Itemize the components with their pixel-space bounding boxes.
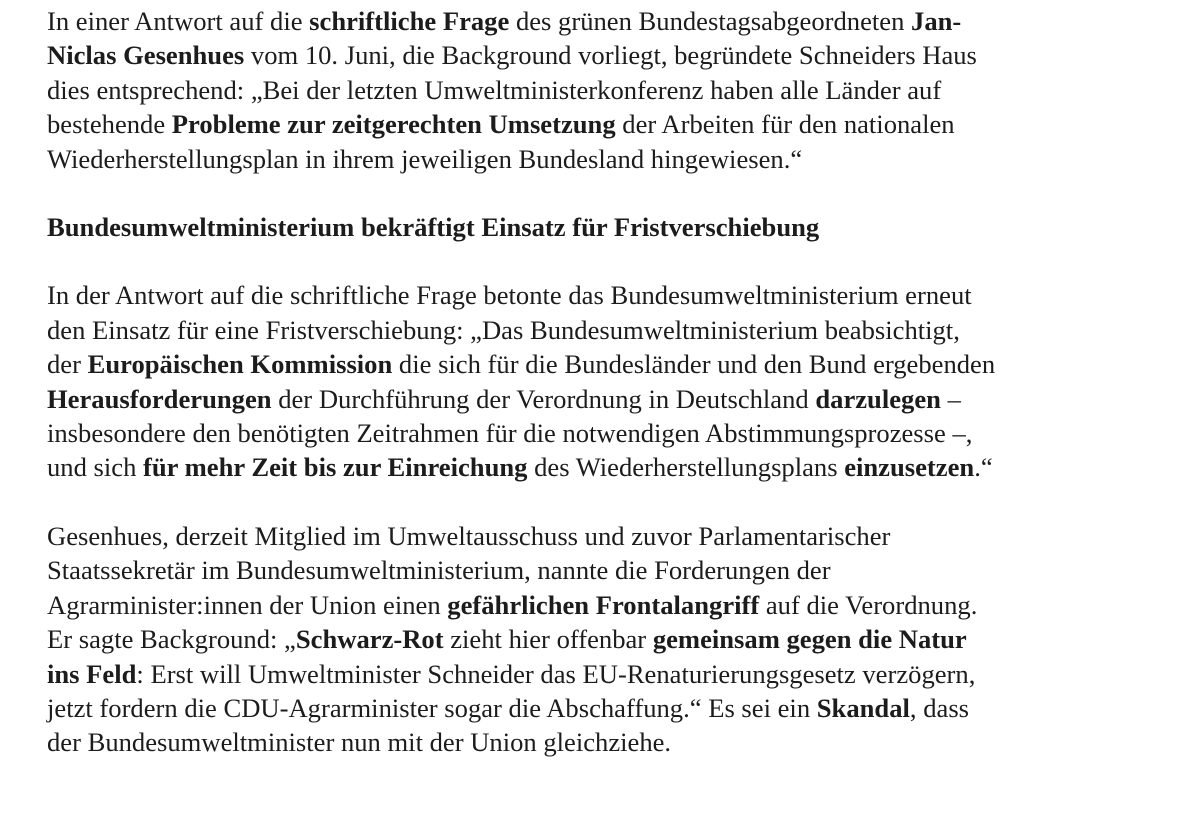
text-line <box>47 347 1167 381</box>
text-run: zieht hier offenbar <box>443 624 653 655</box>
text-run: Gesenhues, derzeit Mitglied im Umweltausschuss und zuvor Parlamentarischer <box>47 520 891 551</box>
section-heading: Bundesumweltministerium bekräftigt Einsatz für Fristverschiebung <box>47 212 820 243</box>
text-run: der Durchführung der Verordnung in Deutschland <box>271 383 816 414</box>
text-run: und sich <box>47 452 144 483</box>
text-run: : Erst will Umweltminister Schneider das EU-Renaturierungsgesetz verzögern, <box>136 658 976 689</box>
text-line <box>47 313 1167 347</box>
bold-text-run: Skandal <box>816 692 910 723</box>
bold-text-run: Jan- <box>911 6 962 36</box>
article-body <box>47 4 1167 760</box>
text-run: Wiederherstellungsplan in ihrem jeweiligen Bundesland hingewiesen.“ <box>47 143 803 174</box>
text-run: des Wiederherstellungsplans <box>527 452 845 483</box>
paragraph-fristverschiebung <box>47 278 1167 484</box>
text-line <box>47 4 1167 38</box>
text-run: die sich für die Bundesländer und den Bund ergebenden <box>392 349 996 380</box>
text-run: Staatssekretär im Bundesumweltministerium, nannte die Forderungen der <box>47 555 831 586</box>
text-run: – <box>940 383 961 414</box>
text-line <box>47 519 1167 553</box>
text-line <box>47 450 1167 484</box>
text-line <box>47 657 1167 691</box>
text-line <box>47 142 1167 176</box>
bold-text-run: Europäischen Kommission <box>87 349 393 380</box>
paragraph-antwort-schriftliche-frage <box>47 4 1167 176</box>
bold-text-run: Schwarz-Rot <box>295 624 444 655</box>
text-line <box>47 553 1167 587</box>
bold-text-run: Probleme zur zeitgerechten Umsetzung <box>171 109 616 140</box>
text-line <box>47 725 1167 759</box>
bold-text-run: schriftliche Frage <box>309 6 510 36</box>
text-run: In der Antwort auf die schriftliche Frage betonte das Bundesumweltministerium erneut <box>47 280 972 311</box>
bold-text-run: einzusetzen <box>844 452 975 483</box>
text-run: den Einsatz für eine Fristverschiebung: „Das Bundesumweltministerium beabsichtigt, <box>47 314 960 345</box>
text-line <box>47 278 1167 312</box>
bold-text-run: gemeinsam gegen die Natur <box>652 624 967 655</box>
text-run: , dass <box>909 692 970 723</box>
text-line <box>47 73 1167 107</box>
text-line <box>47 588 1167 622</box>
text-run: insbesondere den benötigten Zeitrahmen für die notwendigen Abstimmungsprozesse –, <box>47 418 973 449</box>
text-run: Er sagte Background: „ <box>47 624 296 655</box>
text-run: der Bundesumweltminister nun mit der Union gleichziehe. <box>47 727 672 758</box>
bold-text-run: Niclas Gesenhues <box>47 40 245 71</box>
text-run: vom 10. Juni, die Background vorliegt, begründete Schneiders Haus <box>244 40 977 71</box>
text-line <box>47 622 1167 656</box>
bold-text-run: für mehr Zeit bis zur Einreichung <box>143 452 528 483</box>
bold-text-run: Herausforderungen <box>47 383 272 414</box>
text-run: In einer Antwort auf die <box>47 6 310 36</box>
text-run: auf die Verordnung. <box>759 589 978 620</box>
bold-text-run: gefährlichen Frontalangriff <box>447 589 760 620</box>
text-line <box>47 416 1167 450</box>
text-run: der Arbeiten für den nationalen <box>615 109 955 140</box>
paragraph-gesenhues-zitat <box>47 519 1167 760</box>
text-line <box>47 691 1167 725</box>
text-run: .“ <box>974 452 993 483</box>
text-line <box>47 38 1167 72</box>
text-run: des grünen Bundestagsabgeordneten <box>509 6 912 36</box>
text-run: jetzt fordern die CDU-Agrarminister sogar die Abschaffung.“ Es sei ein <box>47 692 817 723</box>
text-run: Agrarminister:innen der Union einen <box>47 589 448 620</box>
text-run: der <box>47 349 88 380</box>
text-line <box>47 382 1167 416</box>
text-line <box>47 107 1167 141</box>
text-run: dies entsprechend: „Bei der letzten Umweltministerkonferenz haben alle Länder auf <box>47 74 942 105</box>
bold-text-run: ins Feld <box>47 658 137 689</box>
bold-text-run: darzulegen <box>815 383 941 414</box>
text-run: bestehende <box>47 109 172 140</box>
